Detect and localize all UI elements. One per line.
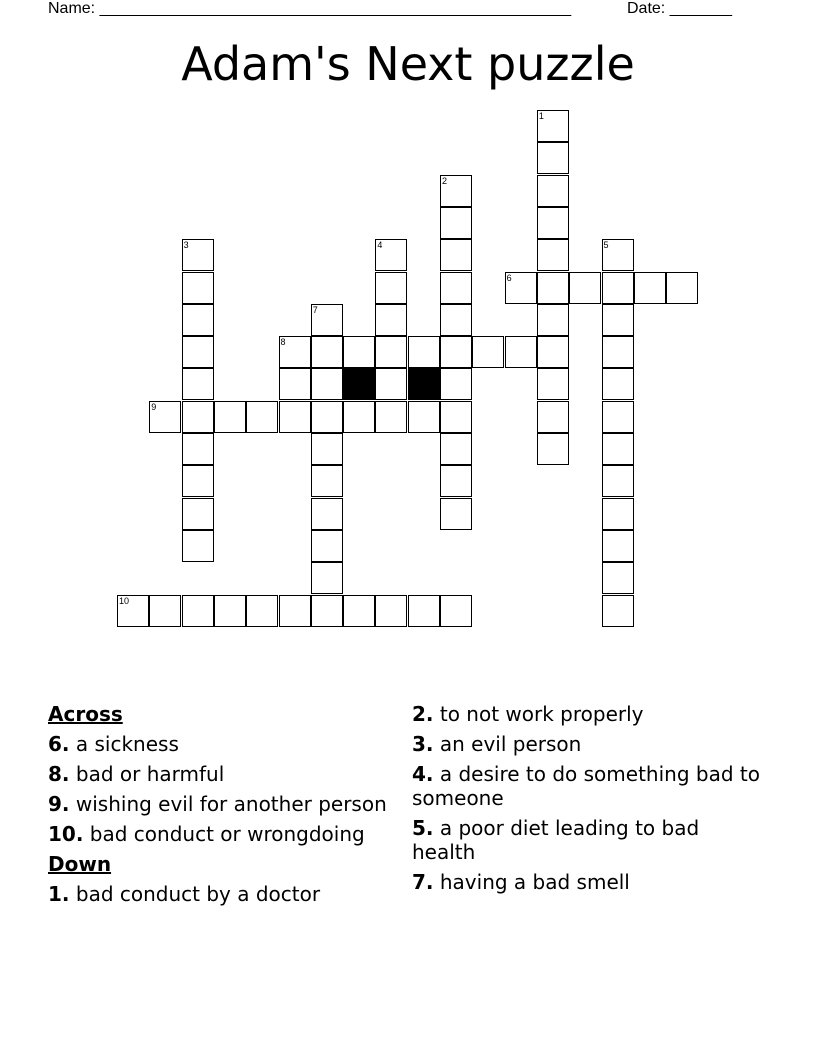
date-field[interactable]: Date: _______ <box>627 0 732 17</box>
puzzle-title: Adam's Next puzzle <box>181 37 635 91</box>
grid-cell[interactable] <box>311 368 343 400</box>
grid-cell[interactable] <box>602 272 634 304</box>
clue-down-2: 2. to not work properly <box>412 702 644 726</box>
grid-cell[interactable] <box>149 595 181 627</box>
grid-block <box>343 368 375 400</box>
grid-cell[interactable] <box>246 595 278 627</box>
grid-cell[interactable] <box>666 272 698 304</box>
grid-cell[interactable] <box>408 595 440 627</box>
grid-cell[interactable] <box>375 304 407 336</box>
grid-cell[interactable] <box>440 336 472 368</box>
grid-cell[interactable] <box>602 562 634 594</box>
clue-down-3: 3. an evil person <box>412 732 582 756</box>
grid-cell[interactable] <box>311 465 343 497</box>
grid-cell[interactable] <box>408 401 440 433</box>
grid-number: 1 <box>538 111 544 121</box>
down-heading: Down <box>48 852 112 876</box>
grid-number: 9 <box>151 401 157 412</box>
clues-right-column <box>412 702 762 900</box>
grid-cell[interactable] <box>602 433 634 465</box>
grid-cell[interactable] <box>537 142 569 174</box>
grid-cell[interactable] <box>537 175 569 207</box>
grid-cell[interactable] <box>602 336 634 368</box>
clue-down-4: 4. a desire to do something bad to someone <box>412 762 760 810</box>
grid-block <box>408 368 440 400</box>
grid-cell[interactable] <box>602 304 634 336</box>
grid-cell[interactable] <box>602 595 634 627</box>
grid-cell[interactable] <box>182 336 214 368</box>
grid-number: 6 <box>506 272 512 283</box>
grid-cell[interactable] <box>214 595 246 627</box>
grid-cell[interactable] <box>537 336 569 368</box>
grid-cell[interactable] <box>182 465 214 497</box>
grid-cell[interactable] <box>311 498 343 530</box>
grid-number: 10 <box>119 595 130 606</box>
clue-across-6: 6. a sickness <box>48 732 179 756</box>
grid-cell[interactable] <box>440 304 472 336</box>
clue-across-8: 8. bad or harmful <box>48 762 225 786</box>
grid-cell[interactable] <box>602 530 634 562</box>
grid-cell[interactable] <box>182 272 214 304</box>
grid-cell[interactable] <box>311 530 343 562</box>
clues-left-column <box>48 702 408 912</box>
clue-down-1: 1. bad conduct by a doctor <box>48 882 321 906</box>
grid-cell[interactable] <box>375 595 407 627</box>
grid-cell[interactable] <box>214 401 246 433</box>
grid-cell[interactable] <box>182 433 214 465</box>
grid-cell[interactable] <box>279 595 311 627</box>
grid-cell[interactable] <box>311 595 343 627</box>
grid-cell[interactable] <box>537 272 569 304</box>
grid-cell[interactable] <box>505 336 537 368</box>
grid-cell[interactable] <box>440 595 472 627</box>
grid-cell[interactable] <box>634 272 666 304</box>
grid-cell[interactable] <box>602 498 634 530</box>
grid-cell[interactable] <box>343 336 375 368</box>
grid-cell[interactable] <box>602 465 634 497</box>
grid-cell[interactable] <box>537 433 569 465</box>
grid-cell[interactable] <box>375 272 407 304</box>
grid-cell[interactable] <box>343 401 375 433</box>
grid-cell[interactable] <box>472 336 504 368</box>
grid-cell[interactable] <box>343 595 375 627</box>
grid-cell[interactable] <box>182 498 214 530</box>
grid-cell[interactable] <box>440 465 472 497</box>
clue-across-9: 9. wishing evil for another person <box>48 792 387 816</box>
grid-cell[interactable] <box>440 498 472 530</box>
name-field[interactable]: Name: _____________________________________________________ <box>48 0 572 17</box>
grid-cell[interactable] <box>537 207 569 239</box>
grid-number: 2 <box>442 175 448 186</box>
clue-down-7: 7. having a bad smell <box>412 870 630 894</box>
grid-cell[interactable] <box>440 368 472 400</box>
grid-cell[interactable] <box>375 368 407 400</box>
grid-cell[interactable] <box>182 530 214 562</box>
grid-cell[interactable] <box>569 272 601 304</box>
grid-cell[interactable] <box>440 207 472 239</box>
grid-cell[interactable] <box>602 368 634 400</box>
grid-number: 7 <box>312 304 318 315</box>
grid-cell[interactable] <box>375 401 407 433</box>
across-heading: Across <box>48 702 123 726</box>
grid-cell[interactable] <box>408 336 440 368</box>
grid-cell[interactable] <box>311 336 343 368</box>
grid-cell[interactable] <box>375 336 407 368</box>
grid-cell[interactable] <box>440 239 472 271</box>
grid-cell[interactable] <box>182 368 214 400</box>
grid-cell[interactable] <box>246 401 278 433</box>
grid-cell[interactable] <box>182 401 214 433</box>
grid-cell[interactable] <box>440 433 472 465</box>
grid-cell[interactable] <box>602 401 634 433</box>
grid-cell[interactable] <box>440 272 472 304</box>
grid-cell[interactable] <box>311 562 343 594</box>
grid-number: 5 <box>603 240 609 251</box>
grid-cell[interactable] <box>537 401 569 433</box>
grid-cell[interactable] <box>440 401 472 433</box>
grid-cell[interactable] <box>311 401 343 433</box>
grid-cell[interactable] <box>537 239 569 271</box>
grid-cell[interactable] <box>279 368 311 400</box>
grid-cell[interactable] <box>537 368 569 400</box>
grid-number: 4 <box>377 240 383 251</box>
grid-cell[interactable] <box>182 304 214 336</box>
grid-number: 8 <box>280 337 286 348</box>
grid-cell[interactable] <box>279 401 311 433</box>
clue-down-5: 5. a poor diet leading to bad health <box>412 816 700 864</box>
grid-cell[interactable] <box>182 595 214 627</box>
grid-cell[interactable] <box>537 304 569 336</box>
clue-across-10: 10. bad conduct or wrongdoing <box>48 822 365 846</box>
grid-number: 3 <box>183 240 189 251</box>
grid-cell[interactable] <box>311 433 343 465</box>
